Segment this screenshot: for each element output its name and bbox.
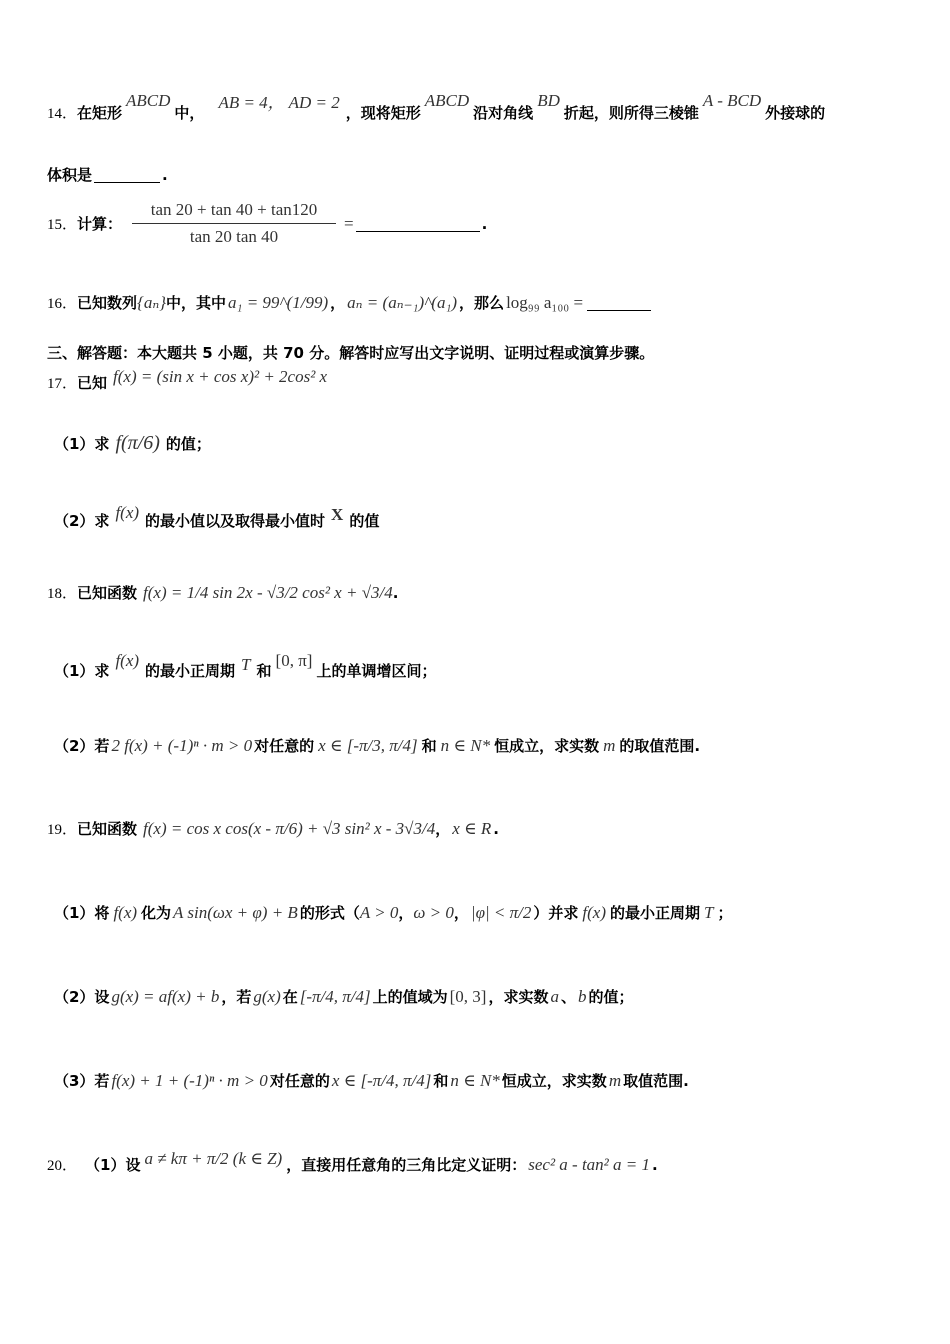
q14-math-cond: AB = 4， AD = 2 [218,93,340,112]
q16-text: ，那么 [459,294,505,312]
q19-text: 恒成立，求实数 [501,1072,607,1090]
q19-text: ，若 [221,988,252,1006]
q16-text: ， [330,294,346,312]
q18-part2 [54,735,700,756]
q15-text: . [481,214,488,233]
q14-line1 [47,90,826,125]
q19-part2-math: a [550,986,559,1006]
q18-text: 的取值范围. [619,737,701,755]
q20-part1-label: （1）设 [85,1156,141,1174]
q14-number: 14． [47,106,78,122]
q17-text: 的值； [165,435,211,453]
q14-text: 沿对角线 [473,104,534,122]
q19-part2 [54,986,634,1007]
q18-part2-math: 2 f(x) + (-1)ⁿ · m > 0 [111,735,253,755]
q19-text: ， [398,904,414,922]
q14-line2 [47,164,168,185]
q17-part1 [54,432,211,455]
q14-text: ，现将矩形 [345,104,421,122]
q15-line [47,200,487,247]
q19-text: . [493,819,499,838]
q18-number: 18． [47,586,78,602]
q15-denominator: tan 20 tan 40 [132,223,336,247]
q19-part1-label: （1）将 [54,904,110,922]
q18-part1-math: f(x) [115,650,140,670]
q18-text: 和 [421,737,437,755]
section3-heading: 三、解答题：本大题共 5 小题，共 70 分。解答时应写出文字说明、证明过程或演算步骤。 [47,344,655,362]
q19-part1-math: A > 0 [359,902,399,922]
q15-numerator: tan 20 + tan 40 + tan120 [150,200,318,219]
q15-text: 计算： [77,215,123,233]
q19-part1-math: A sin(ωx + φ) + B [173,902,298,922]
q17-part1-math: f(π/6) [115,432,160,454]
q17-part1-label: （1）求 [54,435,110,453]
q17-part2 [54,502,380,531]
q14-math-abcd: ABCD [126,90,171,110]
q14-text: . [162,165,168,184]
q16-math-seq: {aₙ} [137,292,167,312]
q19-part1 [54,902,733,923]
q17-part2-var: X [331,504,344,524]
q18-text: . [392,583,399,602]
q19-part3 [54,1070,689,1091]
q19-part2-math: g(x) = af(x) + b [111,986,220,1006]
q18-text: 对任意的 [254,737,315,755]
q17-part2-label: （2）求 [54,512,110,530]
q20-part1-math: sec² a - tan² a = 1 [528,1154,650,1174]
q19-text: 的值； [588,988,634,1006]
q19-text: 的最小正周期 [610,904,701,922]
q17-text: 的值 [349,512,380,530]
q19-math-f: f(x) = cos x cos(x - π/6) + √3 sin² x - 3√3/4 [143,818,436,838]
q17-line [47,366,328,393]
q18-text: 已知函数 [77,584,138,602]
q19-number: 19． [47,822,78,838]
q18-part1-math: [0, π] [275,650,313,670]
q14-text: 中， [174,104,205,122]
q19-part3-math: n ∈ N* [450,1070,500,1090]
q17-part2-math: f(x) [115,502,140,522]
q15-answer-blank[interactable] [356,215,480,232]
q17-number: 17． [47,376,78,392]
q17-text: 已知 [77,374,108,392]
q19-part2-math: [-π/4, π/4] [299,986,371,1006]
q19-text: 对任意的 [269,1072,330,1090]
q15-equals: = [344,213,354,233]
q19-part2-math: b [578,986,587,1006]
q14-text: 在矩形 [77,104,123,122]
q19-text: ，求实数 [488,988,549,1006]
q18-math-f: f(x) = 1/4 sin 2x - √3/2 cos² x + √3/4 [143,582,393,602]
q16-text: 已知数列 [77,294,138,312]
q18-part1 [54,650,437,681]
q19-text: ， [453,904,469,922]
q19-part2-math: [0, 3] [449,986,487,1006]
q15-fraction [132,200,336,247]
q19-text: ； [717,904,733,922]
q19-text: 化为 [141,904,172,922]
q17-text: 的最小值以及取得最小值时 [145,512,326,530]
q14-text: 体积是 [47,166,93,184]
q16-text: 中，其中 [166,294,227,312]
q19-text: 已知函数 [77,820,138,838]
q18-text: 和 [256,662,272,680]
q19-part3-label: （3）若 [54,1072,110,1090]
q16-answer-blank[interactable] [587,294,651,311]
q19-part3-math: m [608,1070,622,1090]
q16-line [47,292,653,313]
q16-math-an: aₙ = (aₙ₋₁)^(a₁) [347,292,458,312]
q19-line [47,818,499,839]
q14-math-abcd2: ABCD [424,90,470,110]
q14-math-bd: BD [537,90,560,110]
q18-text: 上的单调增区间； [316,662,437,680]
q19-part3-math: f(x) + 1 + (-1)ⁿ · m > 0 [111,1070,268,1090]
q19-text: ）并求 [533,904,579,922]
q18-line [47,582,398,603]
q19-text: 、 [560,988,576,1006]
q18-part1-label: （1）求 [54,662,110,680]
q19-text: 和 [433,1072,449,1090]
q19-math-domain: x ∈ R [452,818,492,838]
q16-math-log: log₉₉ a₁₀₀ = [506,292,584,312]
q16-math-a1: a₁ = 99^(1/99) [228,292,329,312]
q19-part1-math: f(x) [113,902,138,922]
q14-answer-blank[interactable] [94,166,160,183]
q20-line [47,1148,658,1175]
q18-part1-math: T [241,654,251,674]
q19-text: 在 [282,988,298,1006]
q19-text: ， [435,820,451,838]
q19-part1-math: ω > 0 [413,902,454,922]
q18-part2-math: m [603,735,616,755]
q14-math-tetra: A - BCD [702,90,762,110]
q14-text: 外接球的 [765,104,826,122]
q14-text: 折起，则所得三棱锥 [563,104,699,122]
q19-part2-math: g(x) [253,986,281,1006]
q19-text: 取值范围. [623,1072,689,1090]
q16-number: 16． [47,296,78,312]
q19-part3-math: x ∈ [-π/4, π/4] [331,1070,432,1090]
q18-part2-math: n ∈ N* [440,735,491,755]
q19-text: 的形式（ [299,904,360,922]
q19-part1-math: f(x) [582,902,606,922]
q18-part2-label: （2）若 [54,737,110,755]
q19-part2-label: （2）设 [54,988,110,1006]
q17-math-f: f(x) = (sin x + cos x)² + 2cos² x [113,366,328,386]
q18-part2-math: x ∈ [-π/3, π/4] [318,735,418,755]
q20-text: ，直接用任意角的三角比定义证明： [286,1156,527,1174]
q20-text: . [652,1155,658,1174]
q19-text: 上的值域为 [372,988,448,1006]
section3-heading-row [47,342,654,363]
q15-number: 15． [47,217,78,233]
q20-number: 20． [47,1158,78,1174]
q18-text: 的最小正周期 [145,662,236,680]
q19-part1-math: T [704,902,714,922]
q18-text: 恒成立，求实数 [494,737,600,755]
q19-part1-math: |φ| < π/2 [470,902,532,922]
q20-part1-math: a ≠ kπ + π/2 (k ∈ Z) [144,1148,283,1168]
